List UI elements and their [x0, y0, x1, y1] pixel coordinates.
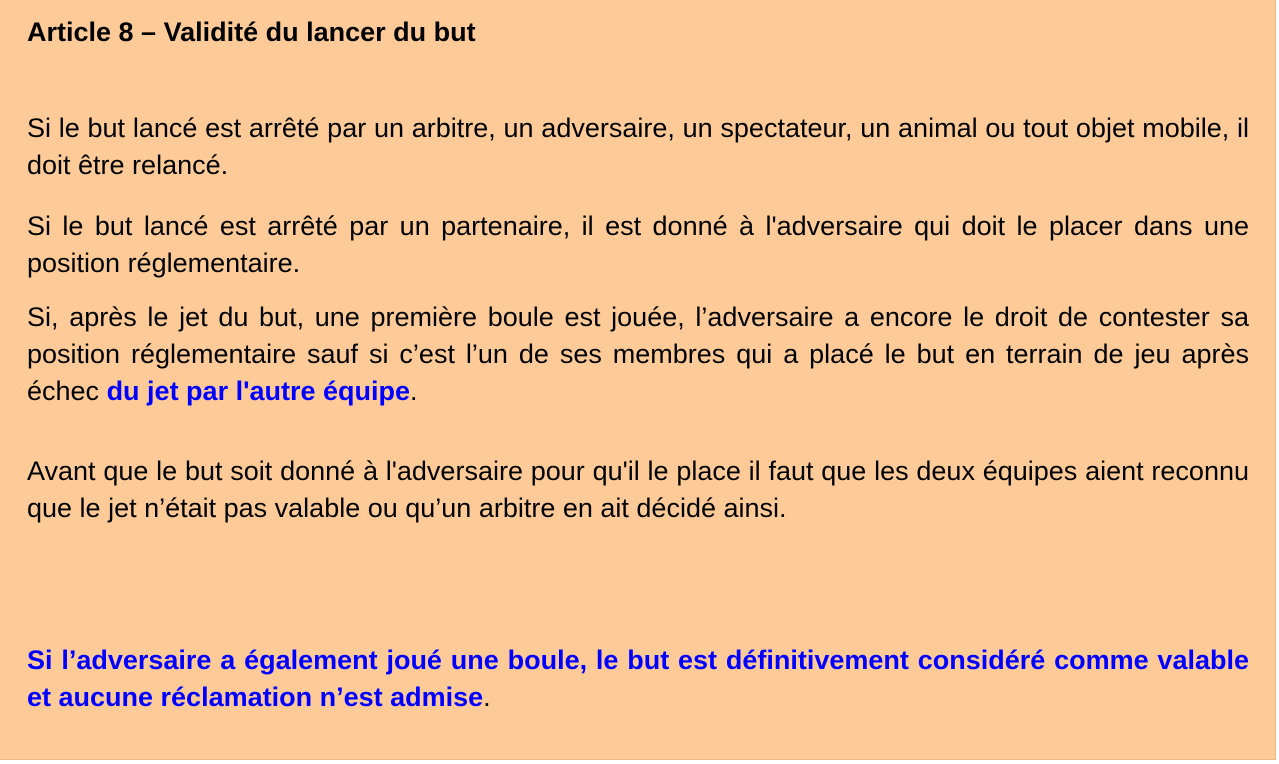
paragraph-3-highlight: du jet par l'autre équipe	[106, 376, 411, 406]
paragraph-5	[27, 642, 1249, 716]
paragraph-4: Avant que le but soit donné à l'adversaire pour qu'il le place il faut que les deux équipes aient reconnu que le jet n’était pas valable ou qu’un arbitre en ait décidé ainsi.	[27, 456, 1249, 523]
paragraph-3-text: Si, après le jet du but, une première boule est jouée, l’adversaire a encore le droit de contester sa position réglementaire sauf si c’est l’un de ses membres qui a placé le but en terrain de jeu après échec	[27, 302, 1249, 406]
paragraph-2: Si le but lancé est arrêté par un partenaire, il est donné à l'adversaire qui doit le placer dans une position réglementaire.	[27, 211, 1249, 278]
paragraph-5-highlight: Si l’adversaire a également joué une boule, le but est définitivement considéré comme valable et aucune réclamation n’est admise	[27, 645, 1249, 712]
paragraph-3	[27, 299, 1249, 410]
paragraph-5-end: .	[483, 682, 491, 712]
paragraph-3-end: .	[410, 376, 418, 406]
article-title: Article 8 – Validité du lancer du but	[27, 17, 476, 47]
paragraph-1: Si le but lancé est arrêté par un arbitre, un adversaire, un spectateur, un animal ou tout objet mobile, il doit être relancé.	[27, 113, 1249, 180]
